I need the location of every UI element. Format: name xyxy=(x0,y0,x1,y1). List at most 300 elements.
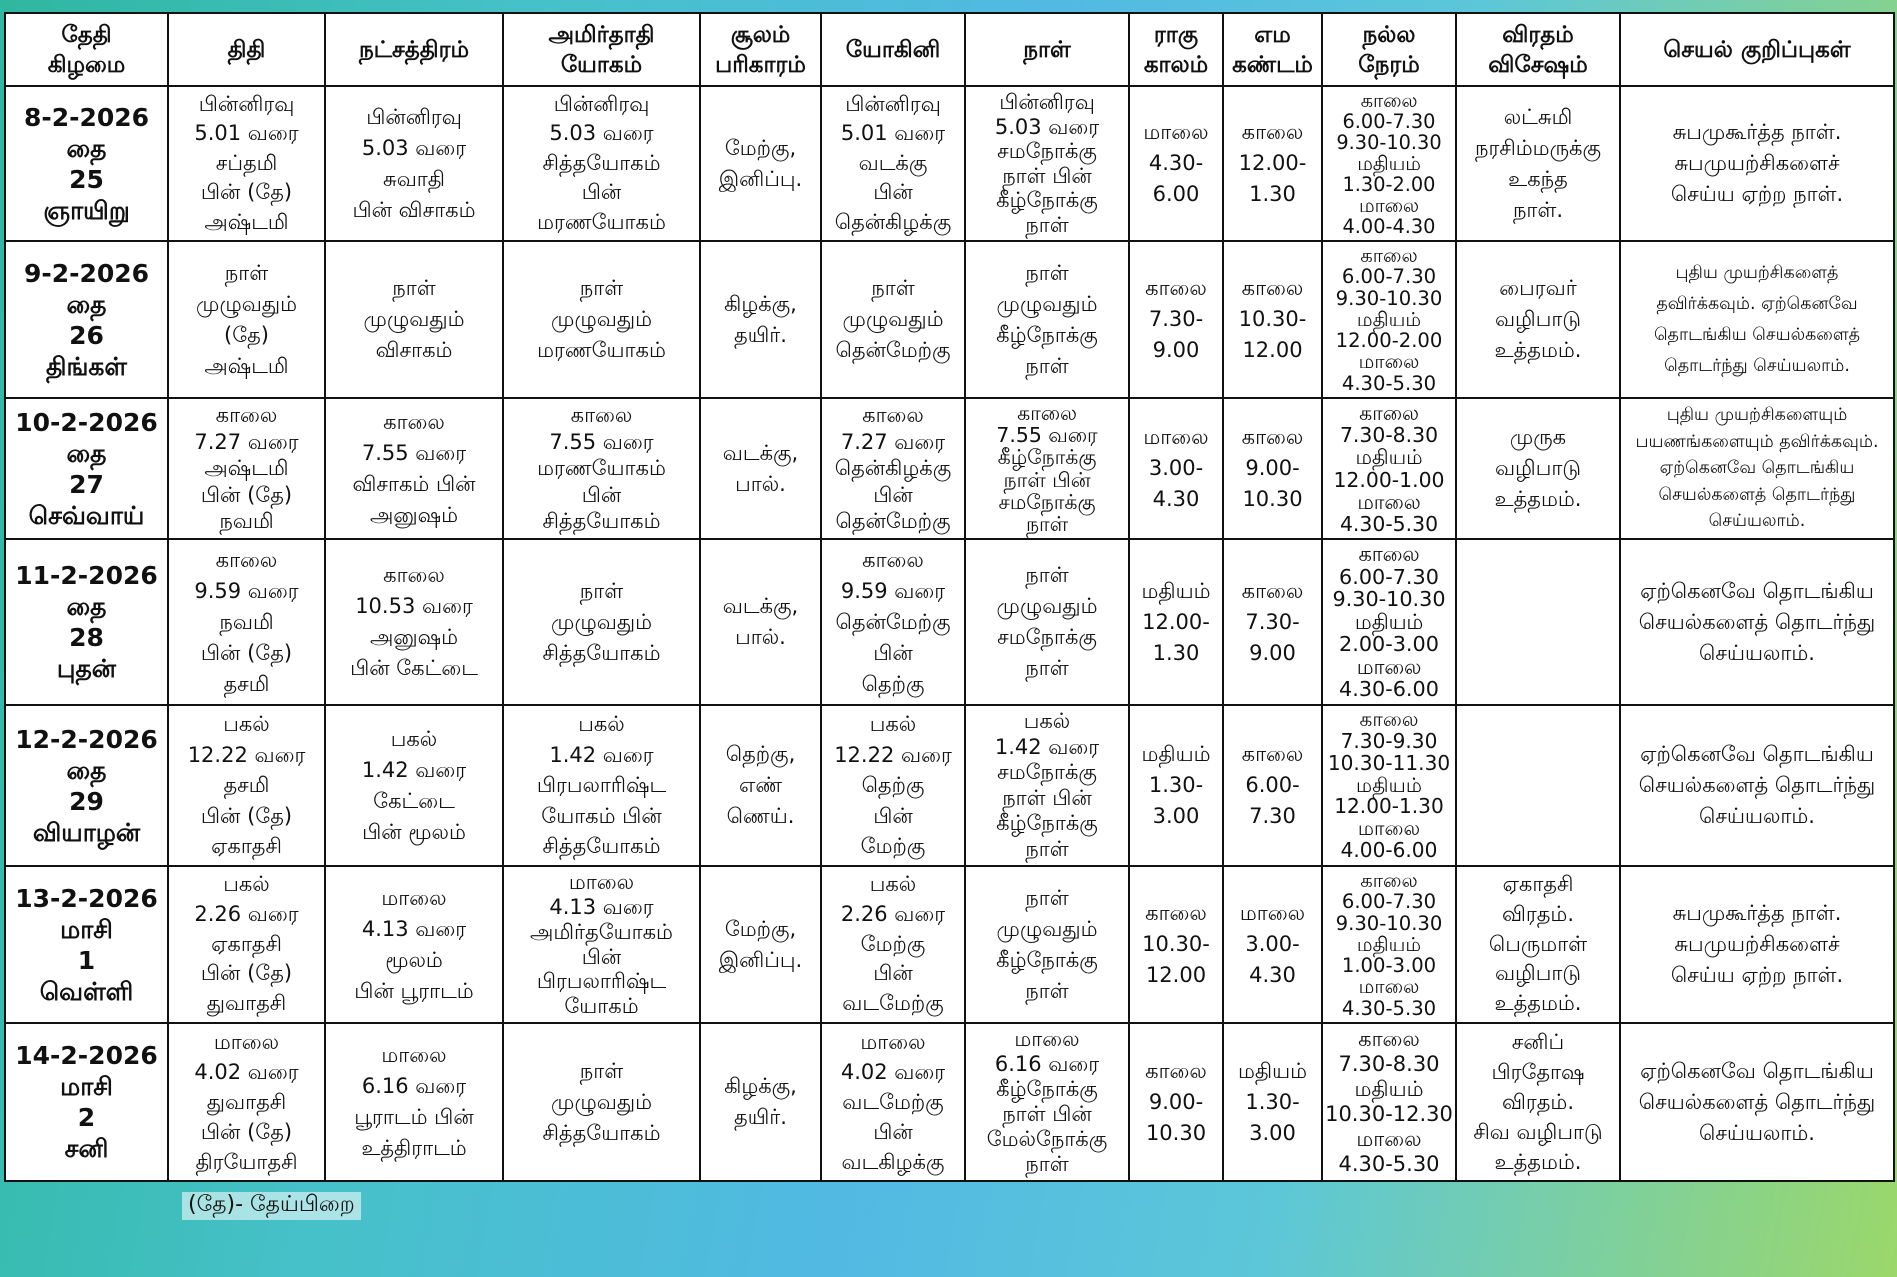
cell-text: 1.42 வரை xyxy=(549,742,654,767)
cell-text: 13-2-2026 xyxy=(15,883,158,913)
cell-ema-kandam xyxy=(1223,86,1322,241)
cell-text: பகல் xyxy=(869,712,917,737)
cell-text: 25 xyxy=(69,164,104,194)
cell-date-day xyxy=(5,241,168,398)
cell-text: வடக்கு, xyxy=(722,440,799,465)
cell-text: செவ்வாய் xyxy=(28,500,145,530)
cell-text: அஷ்டமி xyxy=(204,209,289,234)
cell-text: எண் xyxy=(738,773,783,797)
cell-text: 10-2-2026 xyxy=(15,407,158,437)
cell-text: காலை xyxy=(1241,276,1304,300)
cell-amirthathi-yogam xyxy=(503,1023,700,1181)
cell-nakshatra xyxy=(325,86,503,241)
header-text: திதி xyxy=(227,36,266,63)
cell-text: நாள். xyxy=(1512,197,1564,222)
cell-text: செய்ய ஏற்ற நாள். xyxy=(1670,182,1844,206)
cell-text: மேற்கு, xyxy=(724,135,797,160)
cell-text: 7.30-8.30 xyxy=(1339,423,1439,448)
cell-text: 12.00-2.00 xyxy=(1335,329,1443,353)
cell-naal xyxy=(965,241,1129,398)
cell-soolam-parikaram xyxy=(700,86,821,241)
cell-text: ஏகாதசி xyxy=(1502,872,1574,896)
cell-text: இனிப்பு. xyxy=(718,947,803,972)
cell-text: சித்தயோகம் xyxy=(542,834,661,859)
cell-text: பின்னிரவு xyxy=(845,91,941,116)
cell-text: விசாகம் பின் xyxy=(352,471,476,496)
header-amirthathi-yogam xyxy=(503,13,700,86)
cell-text: கிழக்கு, xyxy=(724,1074,797,1098)
cell-text: முழுவதும் xyxy=(363,307,465,331)
cell-text: பயணங்களையும் தவிர்க்கவும். xyxy=(1635,431,1879,452)
cell-text: மாலை xyxy=(1356,654,1422,679)
cell-text: காலை xyxy=(1241,578,1304,603)
cell-text: 7.30-9.30 xyxy=(1340,728,1438,753)
cell-text: ஏற்கெனவே தொடங்கிய xyxy=(1640,742,1874,766)
cell-text: பின் xyxy=(873,482,913,507)
cell-text: மதியம் xyxy=(1354,609,1424,634)
cell-thithi xyxy=(168,86,325,241)
cell-text: 3.00- xyxy=(1245,932,1300,956)
cell-amirthathi-yogam xyxy=(503,398,700,539)
cell-text: 12-2-2026 xyxy=(15,724,158,754)
cell-text: நவமி xyxy=(219,509,274,534)
cell-nalla-neram xyxy=(1322,539,1456,705)
cell-text: காலை xyxy=(1145,901,1207,925)
cell-text: வடகிழக்கு xyxy=(841,1150,945,1174)
cell-remarks xyxy=(1620,86,1894,241)
cell-text: நாள் xyxy=(579,1058,624,1083)
cell-text: காலை xyxy=(383,409,445,434)
cell-text: பகல் xyxy=(390,726,438,751)
cell-viratham-vishesham xyxy=(1456,1023,1620,1181)
cell-text: 4.02 வரை xyxy=(840,1060,946,1084)
header-viratham-vishesham xyxy=(1456,13,1620,86)
cell-naal xyxy=(965,539,1129,705)
cell-text: வடமேற்கு xyxy=(842,991,944,1016)
header-text: தேதி xyxy=(61,21,112,48)
cell-viratham-vishesham xyxy=(1456,398,1620,539)
cell-text: 9.30-10.30 xyxy=(1336,131,1442,154)
cell-amirthathi-yogam xyxy=(503,866,700,1023)
cell-text: தென்மேற்கு xyxy=(835,609,951,634)
cell-remarks xyxy=(1620,1023,1894,1181)
cell-text: சமநோக்கு xyxy=(998,489,1096,514)
header-nalla-neram xyxy=(1322,13,1456,86)
cell-text: வடமேற்கு xyxy=(842,1090,944,1114)
header-text: நல்ல xyxy=(1362,21,1416,48)
cell-text: அனுஷம் xyxy=(369,502,459,527)
cell-text: நாள் xyxy=(1025,260,1069,285)
cell-soolam-parikaram xyxy=(700,705,821,866)
cell-text: 26 xyxy=(69,320,104,350)
cell-soolam-parikaram xyxy=(700,866,821,1023)
header-text: பரிகாரம் xyxy=(715,51,806,78)
cell-text: 1.30-2.00 xyxy=(1342,173,1436,196)
cell-date-day xyxy=(5,866,168,1023)
footer-legend: (தே)- தேய்பிறை xyxy=(182,1192,361,1220)
cell-text: 7.55 வரை xyxy=(361,440,467,465)
cell-amirthathi-yogam xyxy=(503,705,700,866)
cell-text: புதன் xyxy=(56,654,117,683)
cell-amirthathi-yogam xyxy=(503,539,700,705)
cell-text: மாலை xyxy=(381,1043,447,1067)
header-remarks xyxy=(1620,13,1894,86)
cell-text: பின் மூலம் xyxy=(362,819,466,844)
cell-soolam-parikaram xyxy=(700,1023,821,1181)
cell-text: 27 xyxy=(69,469,104,499)
cell-text: புதிய முயற்சிகளைத் xyxy=(1675,262,1839,283)
cell-ema-kandam xyxy=(1223,705,1322,866)
cell-text: பின் கேட்டை xyxy=(350,656,478,680)
cell-yogini xyxy=(821,241,965,398)
table-row xyxy=(5,705,1894,866)
cell-text: மாலை xyxy=(1358,350,1420,374)
cell-text: முழுவதும் xyxy=(551,609,652,634)
cell-text: நாள் பின் xyxy=(1002,163,1092,188)
cell-text: கீழ்நோக்கு xyxy=(996,947,1098,972)
cell-text: பின் (தே) xyxy=(200,180,293,205)
cell-text: அனுஷம் xyxy=(369,625,459,649)
cell-text: 6.16 வரை xyxy=(994,1052,1100,1076)
cell-yogini xyxy=(821,1023,965,1181)
cell-text: மூலம் xyxy=(385,947,443,972)
cell-naal xyxy=(965,1023,1129,1181)
cell-remarks xyxy=(1620,705,1894,866)
cell-text: சுபமுகூர்த்த நாள். xyxy=(1672,120,1842,144)
cell-text: மதியம் xyxy=(1141,742,1211,766)
cell-text: 10.30 xyxy=(1242,487,1303,511)
cell-text: 1.30 xyxy=(1249,182,1296,206)
cell-text: காலை xyxy=(1360,869,1418,893)
cell-ema-kandam xyxy=(1223,866,1322,1023)
cell-remarks xyxy=(1620,866,1894,1023)
cell-text: நாள் xyxy=(392,276,436,300)
cell-date-day xyxy=(5,705,168,866)
cell-text: சமநோக்கு xyxy=(997,139,1097,163)
cell-text: மதியம் xyxy=(1355,445,1423,470)
cell-text: முழுவதும் xyxy=(551,1089,652,1114)
cell-text: தசமி xyxy=(223,671,270,696)
cell-text: செய்யலாம். xyxy=(1699,640,1815,665)
cell-thithi xyxy=(168,1023,325,1181)
cell-text: நாள் xyxy=(579,578,624,603)
cell-text: முழுவதும் xyxy=(196,291,297,316)
cell-text: 7.30- xyxy=(1245,609,1300,634)
header-text: யோகம் xyxy=(560,51,643,78)
header-text: காலம் xyxy=(1143,51,1209,78)
cell-text: சித்தயோகம் xyxy=(542,640,661,665)
cell-nakshatra xyxy=(325,398,503,539)
cell-text: முழுவதும் xyxy=(996,594,1098,618)
header-text: கண்டம் xyxy=(1232,51,1313,78)
cell-text: 6.00- xyxy=(1245,773,1300,797)
cell-text: வடக்கு, xyxy=(722,594,799,618)
cell-text: காலை xyxy=(215,403,278,428)
cell-text: பின் xyxy=(581,944,622,969)
cell-text: மாலை xyxy=(213,1030,280,1054)
cell-text: பின்னிரவு xyxy=(366,104,462,129)
cell-soolam-parikaram xyxy=(700,398,821,539)
cell-text: தென்மேற்கு xyxy=(835,509,951,534)
cell-text: பால். xyxy=(735,471,786,496)
header-yogini xyxy=(821,13,965,86)
cell-text: சுபமுயற்சிகளைச் xyxy=(1674,932,1840,956)
cell-text: 1 xyxy=(77,945,96,975)
cell-text: மரணயோகம் xyxy=(537,338,666,362)
cell-text: நாள் xyxy=(871,276,915,300)
cell-text: செய்யலாம். xyxy=(1699,804,1815,828)
cell-text: தொடர்ந்து செய்யலாம். xyxy=(1664,355,1850,376)
cell-text: செயல்களைத் தொடர்ந்து xyxy=(1638,773,1876,797)
cell-text: பகல் xyxy=(1023,709,1071,733)
cell-nakshatra xyxy=(325,539,503,705)
cell-text: காலை xyxy=(1017,400,1077,425)
cell-text: பகல் xyxy=(223,712,270,737)
cell-text: 2.00-3.00 xyxy=(1339,632,1439,657)
cell-text: காலை xyxy=(570,403,633,428)
cell-text: முழுவதும் xyxy=(842,307,944,331)
cell-text: அஷ்டமி xyxy=(204,353,289,378)
table-row xyxy=(5,398,1894,539)
cell-text: மாலை xyxy=(1014,1027,1080,1051)
cell-nalla-neram xyxy=(1322,705,1456,866)
cell-date-day xyxy=(5,398,168,539)
cell-text: முழுவதும் xyxy=(551,307,652,331)
cell-text: தென்கிழக்கு xyxy=(834,456,952,481)
cell-soolam-parikaram xyxy=(700,539,821,705)
header-nakshatra xyxy=(325,13,503,86)
cell-text: கேட்டை xyxy=(373,788,455,813)
cell-text: 1.42 வரை xyxy=(361,757,467,782)
cell-text: தயிர். xyxy=(734,1105,787,1129)
cell-text: காலை xyxy=(383,563,445,587)
cell-text: சுபமுயற்சிகளைச் xyxy=(1674,151,1840,175)
cell-text: மாலை xyxy=(1357,489,1421,514)
cell-text: கிழக்கு, xyxy=(724,291,797,316)
cell-text: 10.30-12.30 xyxy=(1325,1102,1453,1126)
cell-text: காலை xyxy=(862,403,924,428)
cell-text: ஞாயிறு xyxy=(43,195,130,225)
cell-text: ஏகாதசி xyxy=(211,931,282,956)
cell-text: சுவாதி xyxy=(383,166,445,191)
cell-text: மாலை xyxy=(1143,120,1209,144)
cell-text: மரணயோகம் xyxy=(537,456,666,481)
cell-date-day xyxy=(5,1023,168,1181)
cell-text: நரசிம்மருக்கு xyxy=(1475,135,1601,160)
cell-text: செய்ய ஏற்ற நாள். xyxy=(1670,963,1844,987)
cell-text: 6.00-7.30 xyxy=(1342,110,1436,133)
cell-text: தென்மேற்கு xyxy=(835,338,951,362)
cell-text: 10.53 வரை xyxy=(355,594,473,618)
cell-rahu-kalam xyxy=(1129,705,1223,866)
cell-text: 4.30 xyxy=(1249,963,1296,987)
cell-date-day xyxy=(5,539,168,705)
cell-text: 6.00-7.30 xyxy=(1341,265,1437,289)
cell-text: தவிர்க்கவும். ஏற்கெனவே xyxy=(1656,293,1858,314)
cell-text: நாள் xyxy=(579,276,624,300)
cell-text: பின் (தே) xyxy=(200,1120,293,1144)
cell-text: முருக xyxy=(1509,425,1567,449)
cell-text: தெற்கு xyxy=(861,671,925,696)
cell-text: பின் விசாகம் xyxy=(352,197,476,222)
table-row xyxy=(5,866,1894,1023)
cell-text: பிரபலாரிஷ்ட xyxy=(536,969,667,994)
cell-ema-kandam xyxy=(1223,241,1322,398)
cell-text: 7.27 வரை xyxy=(194,429,299,454)
cell-text: காலை xyxy=(1359,706,1419,731)
cell-text: காலை xyxy=(862,547,924,572)
cell-amirthathi-yogam xyxy=(503,241,700,398)
cell-text: சித்தயோகம் xyxy=(542,150,661,175)
cell-text: வெள்ளி xyxy=(39,976,134,1006)
cell-text: மதியம் xyxy=(1357,152,1421,175)
cell-text: வழிபாடு xyxy=(1494,307,1582,331)
cell-text: காலை xyxy=(1360,244,1418,268)
cell-text: மாலை xyxy=(1143,425,1209,449)
cell-text: தை xyxy=(66,438,107,468)
cell-text: சுபமுகூர்த்த நாள். xyxy=(1672,901,1842,925)
cell-yogini xyxy=(821,539,965,705)
cell-text: 6.00-7.30 xyxy=(1339,564,1439,589)
cell-text: நாள் xyxy=(1025,836,1069,861)
header-thithi xyxy=(168,13,325,86)
cell-text: சனிப் xyxy=(1511,1030,1565,1054)
cell-text: 28 xyxy=(69,623,104,652)
cell-text: மேல்நோக்கு xyxy=(986,1127,1108,1151)
cell-text: மாலை xyxy=(1356,1127,1422,1151)
cell-text: மாலை xyxy=(1357,816,1421,841)
cell-yogini xyxy=(821,705,965,866)
cell-ema-kandam xyxy=(1223,398,1322,539)
cell-text: காலை xyxy=(1241,742,1304,766)
cell-text: காலை xyxy=(1358,1027,1420,1051)
cell-text: 1.30- xyxy=(1245,1089,1300,1114)
cell-text: பின் xyxy=(873,1120,913,1144)
cell-text: தை xyxy=(66,133,107,163)
cell-text: பின் (தே) xyxy=(200,640,293,665)
cell-text: காலை xyxy=(1360,89,1418,112)
cell-text: 7.27 வரை xyxy=(840,429,946,454)
cell-text: பின்னிரவு xyxy=(553,91,650,116)
cell-text: தொடங்கிய செயல்களைத் xyxy=(1653,324,1861,345)
cell-viratham-vishesham xyxy=(1456,539,1620,705)
cell-text: செயல்களைத் தொடர்ந்து xyxy=(1638,609,1876,634)
cell-text: 3.00- xyxy=(1148,456,1204,480)
cell-text: புதிய முயற்சிகளையும் xyxy=(1666,405,1848,426)
cell-text: மேற்கு, xyxy=(724,916,797,941)
cell-naal xyxy=(965,86,1129,241)
cell-text: பைரவர் xyxy=(1499,276,1577,300)
cell-remarks xyxy=(1620,398,1894,539)
cell-text: மாலை xyxy=(1358,975,1420,999)
cell-nakshatra xyxy=(325,241,503,398)
header-naal xyxy=(965,13,1129,86)
table-row xyxy=(5,1023,1894,1181)
cell-text: பின்னிரவு xyxy=(999,90,1095,114)
panchangam-table xyxy=(4,12,1895,1182)
cell-text: 4.30-5.30 xyxy=(1341,371,1437,395)
cell-text: கீழ்நோக்கு xyxy=(996,188,1098,212)
cell-text: 3.00 xyxy=(1249,1120,1296,1145)
cell-text: 4.13 வரை xyxy=(361,916,467,941)
cell-text: 9.00- xyxy=(1245,456,1300,480)
cell-text: இனிப்பு. xyxy=(718,166,803,191)
cell-text: 7.30- xyxy=(1148,307,1204,331)
cell-text: 7.55 வரை xyxy=(996,423,1098,448)
cell-text: மேற்கு xyxy=(860,931,926,956)
table-row xyxy=(5,241,1894,398)
cell-text: 6.16 வரை xyxy=(361,1074,467,1098)
cell-text: 9-2-2026 xyxy=(23,258,150,288)
cell-text: 4.00-6.00 xyxy=(1340,838,1438,863)
cell-text: (தே) xyxy=(224,322,269,347)
cell-text: 3.00 xyxy=(1152,804,1200,828)
cell-rahu-kalam xyxy=(1129,86,1223,241)
cell-nalla-neram xyxy=(1322,866,1456,1023)
cell-text: 4.30-6.00 xyxy=(1339,677,1439,702)
cell-text: சிவ வழிபாடு xyxy=(1473,1120,1603,1144)
cell-text: 5.01 வரை xyxy=(840,121,946,146)
header-text: சூலம் xyxy=(730,21,791,48)
cell-text: சமநோக்கு xyxy=(997,625,1097,649)
cell-text: வியாழன் xyxy=(32,817,141,847)
cell-text: வழிபாடு xyxy=(1494,456,1582,480)
cell-text: 12.00 xyxy=(1242,338,1303,362)
cell-text: பின் xyxy=(873,803,913,828)
cell-text: 9.30-10.30 xyxy=(1332,587,1446,612)
cell-text: 8-2-2026 xyxy=(23,102,150,132)
cell-text: 6.00-7.30 xyxy=(1341,890,1437,914)
cell-text: செய்யலாம். xyxy=(1699,1120,1815,1145)
cell-text: 7.30 xyxy=(1249,804,1296,828)
cell-rahu-kalam xyxy=(1129,866,1223,1023)
header-ema-kandam xyxy=(1223,13,1322,86)
cell-text: செய்யலாம். xyxy=(1708,511,1806,532)
cell-nakshatra xyxy=(325,866,503,1023)
cell-text: வழிபாடு xyxy=(1494,961,1582,986)
header-text: நாள் xyxy=(1023,36,1071,63)
cell-text: மதியம் xyxy=(1356,307,1422,331)
cell-nalla-neram xyxy=(1322,398,1456,539)
cell-text: விரதம். xyxy=(1502,901,1574,926)
cell-text: மதியம் xyxy=(1356,932,1422,956)
cell-yogini xyxy=(821,398,965,539)
cell-text: விரதம். xyxy=(1502,1090,1574,1114)
cell-text: 5.01 வரை xyxy=(194,121,299,146)
header-text: நட்சத்திரம் xyxy=(358,36,469,63)
cell-text: ஏற்கெனவே தொடங்கிய xyxy=(1640,578,1874,603)
cell-text: மதியம் xyxy=(1354,1077,1424,1101)
cell-text: லட்சுமி xyxy=(1503,104,1573,129)
cell-text: பிரதோஷ xyxy=(1491,1060,1585,1084)
cell-text: 10.30- xyxy=(1142,932,1210,956)
cell-text: மாலை xyxy=(568,870,635,895)
cell-text: 7.55 வரை xyxy=(549,429,654,454)
cell-ema-kandam xyxy=(1223,1023,1322,1181)
cell-text: 12.22 வரை xyxy=(834,742,952,767)
cell-text: மாலை xyxy=(860,1030,926,1054)
header-text: விரதம் xyxy=(1502,21,1574,48)
cell-text: பால். xyxy=(735,625,786,649)
cell-viratham-vishesham xyxy=(1456,241,1620,398)
cell-text: 10.30-11.30 xyxy=(1327,750,1451,775)
cell-nalla-neram xyxy=(1322,241,1456,398)
cell-rahu-kalam xyxy=(1129,241,1223,398)
cell-nakshatra xyxy=(325,705,503,866)
cell-text: 5.03 வரை xyxy=(549,121,654,146)
cell-text: காலை xyxy=(1358,541,1420,566)
cell-text: 9.00- xyxy=(1148,1089,1204,1114)
